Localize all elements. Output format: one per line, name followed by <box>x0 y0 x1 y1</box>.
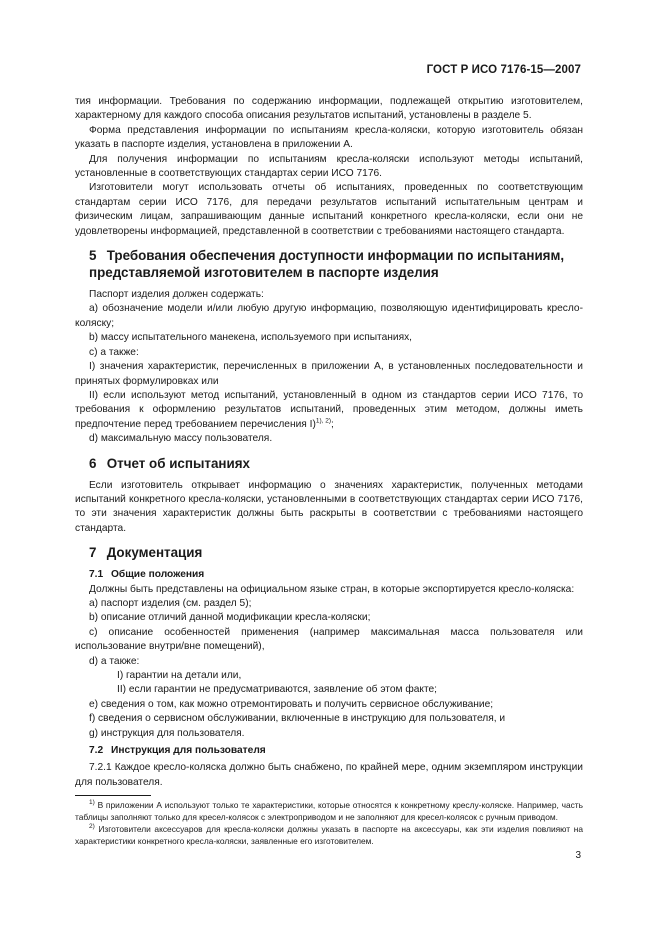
subsection-7-2-heading <box>75 744 583 758</box>
subsection-7-2-number: 7.2 <box>89 745 104 757</box>
footnote-ref-1-2: 1), 2) <box>315 417 332 425</box>
section-7-number: 7 <box>89 545 97 561</box>
section-5-number: 5 <box>89 248 97 264</box>
section-6-heading <box>75 455 583 472</box>
section-5-heading <box>75 247 583 281</box>
intro-paragraph-1: тия информации. Требования по содержанию информации, подлежащей открытию изготовителем, характерному для каждого способа описания результатов испытаний, установлены в разделе 5. <box>75 96 583 122</box>
section-5-lead: Паспорт изделия должен содержать: <box>89 289 264 301</box>
section-5-title-line1: Требования обеспечения доступности информации по испытаниям, <box>106 248 565 264</box>
page-number: 3 <box>575 850 581 861</box>
footnote-2-mark: 2) <box>89 823 95 831</box>
footnote-2-text: Изготовители аксессуаров для кресла-коляски должны указать в паспорте на аксессуары, как эти изделия повлияют на характеристики конкретного кресла-коляски, заявленные его изготовителем. <box>75 824 583 847</box>
section-5-item-c2-text: II) если используют метод испытаний, установленный в одном из стандартов серии ИСО 7176, то требования к оформлению результатов испытаний, проведенных этим методом, должны иметь предпочтение перед требованием перечисления I) <box>75 389 583 430</box>
subsection-7-1-item-d2: II) если гарантии не предусматриваются, заявление об этом факте; <box>117 684 438 696</box>
subsection-7-1-item-d: d) а также: <box>89 655 140 667</box>
footnote-1-text: В приложении А используют только те характеристики, которые относятся к конкретному креслу-коляске. Например, часть таблицы заполняют только для кресел-колясок с электроприводом и не заполняют для кресел-колясок с ручным приводом. <box>75 800 583 823</box>
footnote-1 <box>75 799 583 823</box>
subsection-7-1-item-a: а) паспорт изделия (см. раздел 5); <box>89 597 252 609</box>
section-6-number: 6 <box>89 455 97 471</box>
subsection-7-1-item-f: f) сведения о сервисном обслуживании, включенные в инструкцию для пользователя, и <box>89 713 506 725</box>
section-5-item-d: d) максимальную массу пользователя. <box>89 433 273 445</box>
footnote-2 <box>75 823 583 847</box>
section-5-item-c2-end: ; <box>331 418 334 430</box>
subsection-7-1-item-e: е) сведения о том, как можно отремонтировать и получить сервисное обслуживание; <box>89 698 494 710</box>
subsection-7-1-item-g: g) инструкция для пользователя. <box>89 727 245 739</box>
subsection-7-1-heading <box>75 568 583 582</box>
footnote-separator <box>75 795 151 796</box>
subsection-7-1-number: 7.1 <box>89 569 104 581</box>
subsection-7-2-1-paragraph: 7.2.1 Каждое кресло-коляска должно быть снабжено, по крайней мере, одним экземпляром инструкции для пользователя. <box>75 762 583 788</box>
section-5-title-line2: представляемой изготовителем в паспорте изделия <box>89 265 439 281</box>
section-5-item-c2 <box>75 389 583 432</box>
subsection-7-1-lead: Должны быть представлены на официальном языке стран, в которые экспортируется кресло-коляска: <box>89 583 575 595</box>
document-header: ГОСТ Р ИСО 7176-15—2007 <box>426 64 581 76</box>
intro-paragraph-3: Для получения информации по испытаниям кресла-коляски используют методы испытаний, установленные в соответствующих стандартах серии ИСО 7176. <box>75 153 583 180</box>
section-7-heading <box>75 544 583 561</box>
subsection-7-1-title: Общие положения <box>111 569 205 581</box>
section-7-title: Документация <box>106 545 203 561</box>
section-5-item-c1: I) значения характеристик, перечисленных в приложении А, в установленных последовательности и принятых формулировках или <box>75 361 583 387</box>
subsection-7-1-item-c: с) описание особенностей применения (например максимальная масса пользователя или использование внутри/вне помещений), <box>75 626 583 653</box>
subsection-7-1-item-b: b) описание отличий данной модификации кресла-коляски; <box>89 612 371 624</box>
subsection-7-1-item-d1: I) гарантии на детали или, <box>117 670 242 681</box>
section-5-item-c: с) а также: <box>89 346 139 358</box>
section-6-paragraph: Если изготовитель открывает информацию о значениях характеристик, полученных методами испытаний конкретного кресла-коляски, установленными в соответствующих стандартах серии ИСО 7176, то эти значения характеристик должны быть раскрыты в соответствии с требованиями настоящего стандарта. <box>75 479 583 534</box>
subsection-7-2-title: Инструкция для пользователя <box>111 745 266 757</box>
section-5-item-a: а) обозначение модели и/или любую другую информацию, позволяющую идентифицировать кресло-коляску; <box>75 303 583 329</box>
footnote-1-mark: 1) <box>89 799 95 807</box>
section-5-item-b: b) массу испытательного манекена, используемого при испытаниях, <box>89 332 413 344</box>
intro-paragraph-4: Изготовители могут использовать отчеты об испытаниях, проведенных по соответствующим стандартам серии ИСО 7176, для передачи результатов испытаний испытательным центрам и физическим лицам, запрашивающим данные испытаний конкретного кресла-коляски, если они не удовлетворены информацией, представленной в соответствии с требованиями настоящего стандарта. <box>75 182 583 237</box>
intro-paragraph-2: Форма представления информации по испытаниям кресла-коляски, которую изготовитель обязан указать в паспорте изделия, установлена в приложении А. <box>75 124 583 151</box>
section-6-title: Отчет об испытаниях <box>106 455 250 471</box>
page-content <box>75 95 583 847</box>
